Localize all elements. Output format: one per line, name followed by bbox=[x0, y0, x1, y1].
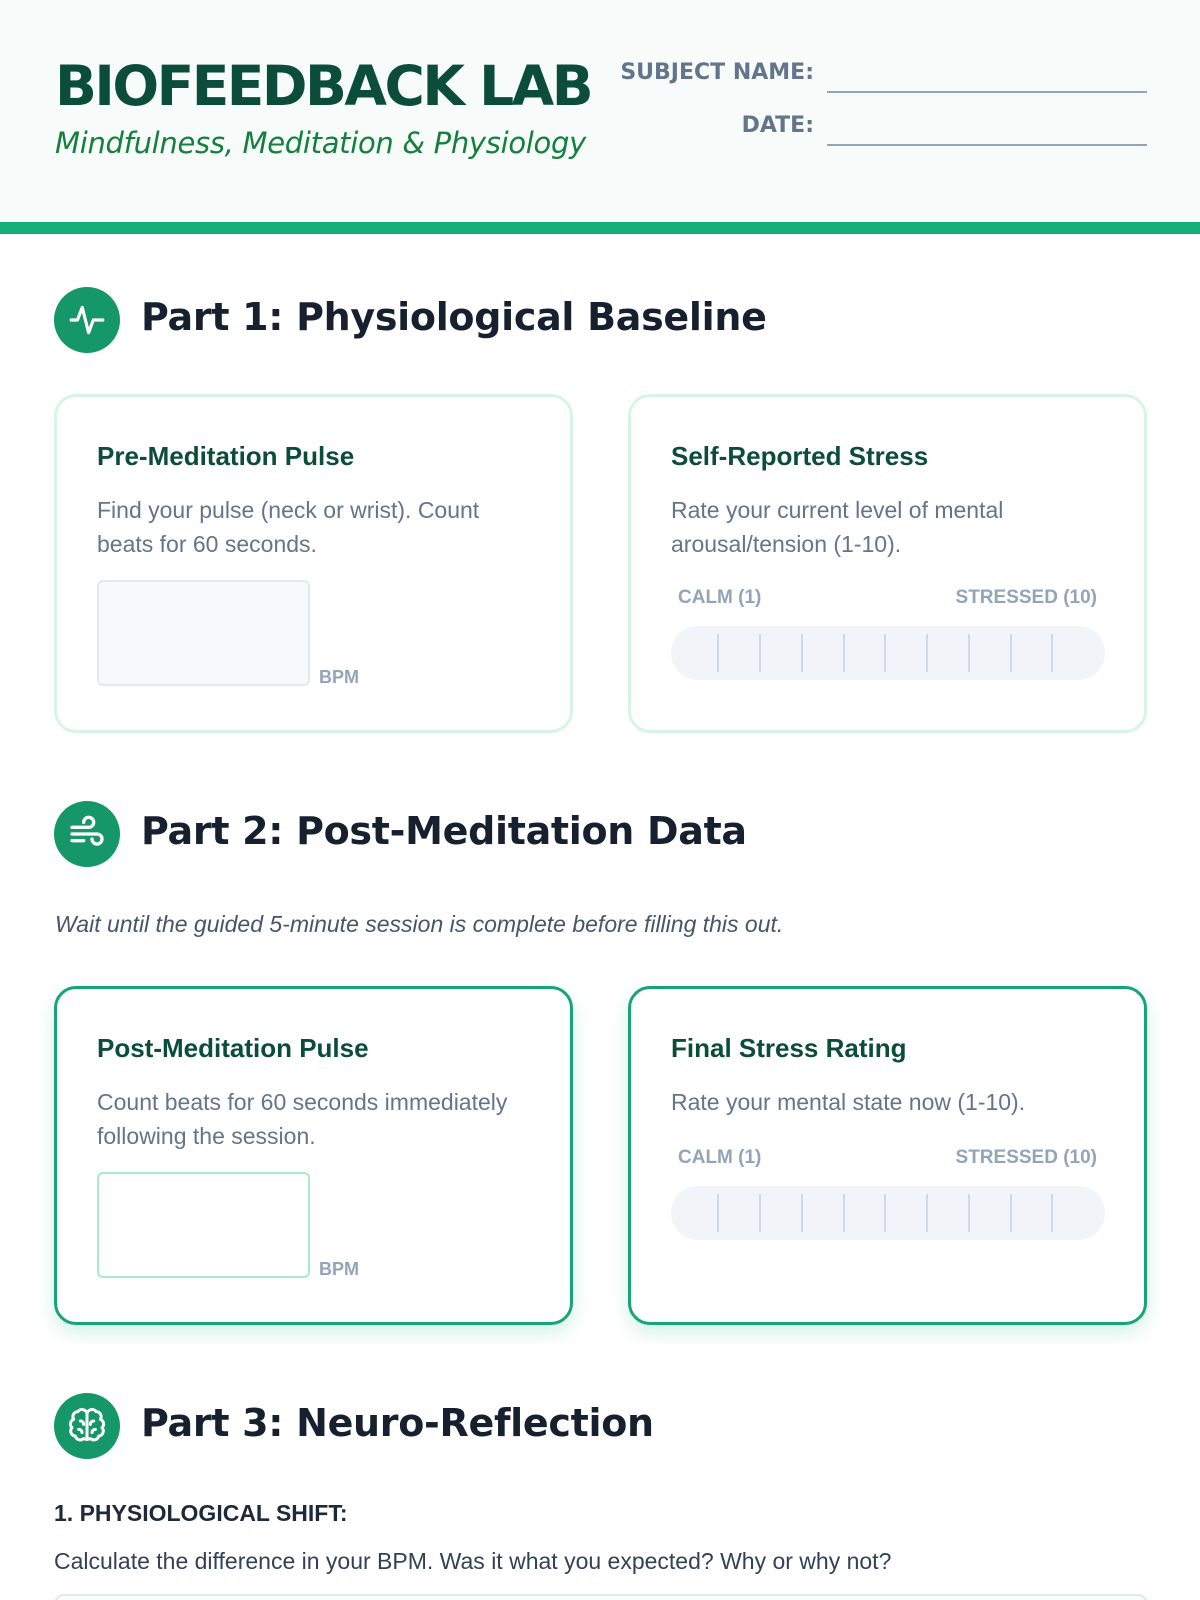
card-title: Post-Meditation Pulse bbox=[97, 1033, 369, 1063]
scale-low-label: CALM (1) bbox=[678, 587, 762, 608]
card-title: Self-Reported Stress bbox=[671, 441, 929, 471]
lab-subtitle: Mindfulness, Meditation & Physiology bbox=[55, 126, 586, 160]
post-bpm-input[interactable] bbox=[97, 1172, 310, 1278]
scale-tick bbox=[759, 634, 761, 672]
scale-tick bbox=[717, 1194, 719, 1232]
heartbeat-pulse-icon bbox=[54, 287, 120, 353]
scale-low-label: CALM (1) bbox=[678, 1147, 762, 1168]
bpm-unit-label: BPM bbox=[319, 667, 359, 687]
scale-tick bbox=[843, 1194, 845, 1232]
card-title: Pre-Meditation Pulse bbox=[97, 441, 355, 471]
subject-name-field[interactable] bbox=[827, 91, 1147, 93]
part3-title: Part 3: Neuro-Reflection bbox=[141, 1401, 654, 1445]
question-1-answer-area[interactable] bbox=[54, 1594, 1148, 1600]
card-description: Count beats for 60 seconds immediately following the session. bbox=[97, 1089, 508, 1149]
final-stress-scale-slider[interactable] bbox=[671, 1186, 1105, 1240]
pre-bpm-input[interactable] bbox=[97, 580, 310, 686]
part1-title: Part 1: Physiological Baseline bbox=[141, 295, 767, 339]
scale-tick bbox=[884, 1194, 886, 1232]
date-field[interactable] bbox=[827, 144, 1147, 146]
header-accent-bar bbox=[0, 222, 1200, 234]
card-description: Rate your current level of mental arousal/tension (1-10). bbox=[671, 497, 1004, 557]
scale-high-label: STRESSED (10) bbox=[955, 587, 1097, 608]
post-meditation-pulse-card bbox=[54, 986, 573, 1325]
scale-tick bbox=[717, 634, 719, 672]
question-1-label: 1. PHYSIOLOGICAL SHIFT: bbox=[54, 1500, 348, 1526]
scale-tick bbox=[884, 634, 886, 672]
date-label: DATE: bbox=[741, 113, 814, 138]
scale-tick bbox=[759, 1194, 761, 1232]
scale-tick bbox=[1051, 1194, 1053, 1232]
scale-tick bbox=[1010, 1194, 1012, 1232]
scale-tick bbox=[801, 1194, 803, 1232]
card-description: Find your pulse (neck or wrist). Count beats for 60 seconds. bbox=[97, 497, 480, 557]
card-description: Rate your mental state now (1-10). bbox=[671, 1089, 1026, 1115]
stress-scale-slider[interactable] bbox=[671, 626, 1105, 680]
bpm-unit-label: BPM bbox=[319, 1259, 359, 1279]
card-title: Final Stress Rating bbox=[671, 1033, 907, 1063]
scale-tick bbox=[801, 634, 803, 672]
lab-title: BIOFEEDBACK LAB bbox=[55, 54, 592, 118]
scale-high-label: STRESSED (10) bbox=[955, 1147, 1097, 1168]
scale-tick bbox=[926, 634, 928, 672]
subject-name-label: SUBJECT NAME: bbox=[620, 60, 814, 85]
part2-title: Part 2: Post-Meditation Data bbox=[141, 809, 747, 853]
wind-breath-icon bbox=[54, 801, 120, 867]
worksheet-header bbox=[0, 0, 1200, 222]
self-reported-stress-card bbox=[628, 394, 1147, 733]
scale-tick bbox=[1051, 634, 1053, 672]
scale-tick bbox=[1010, 634, 1012, 672]
scale-tick bbox=[926, 1194, 928, 1232]
question-1-text: Calculate the difference in your BPM. Was it what you expected? Why or why not? bbox=[54, 1548, 892, 1574]
pre-meditation-pulse-card bbox=[54, 394, 573, 733]
scale-tick bbox=[968, 1194, 970, 1232]
final-stress-rating-card bbox=[628, 986, 1147, 1325]
part2-instruction-note: Wait until the guided 5-minute session is complete before filling this out. bbox=[55, 911, 784, 937]
scale-tick bbox=[968, 634, 970, 672]
brain-icon bbox=[54, 1393, 120, 1459]
scale-tick bbox=[843, 634, 845, 672]
